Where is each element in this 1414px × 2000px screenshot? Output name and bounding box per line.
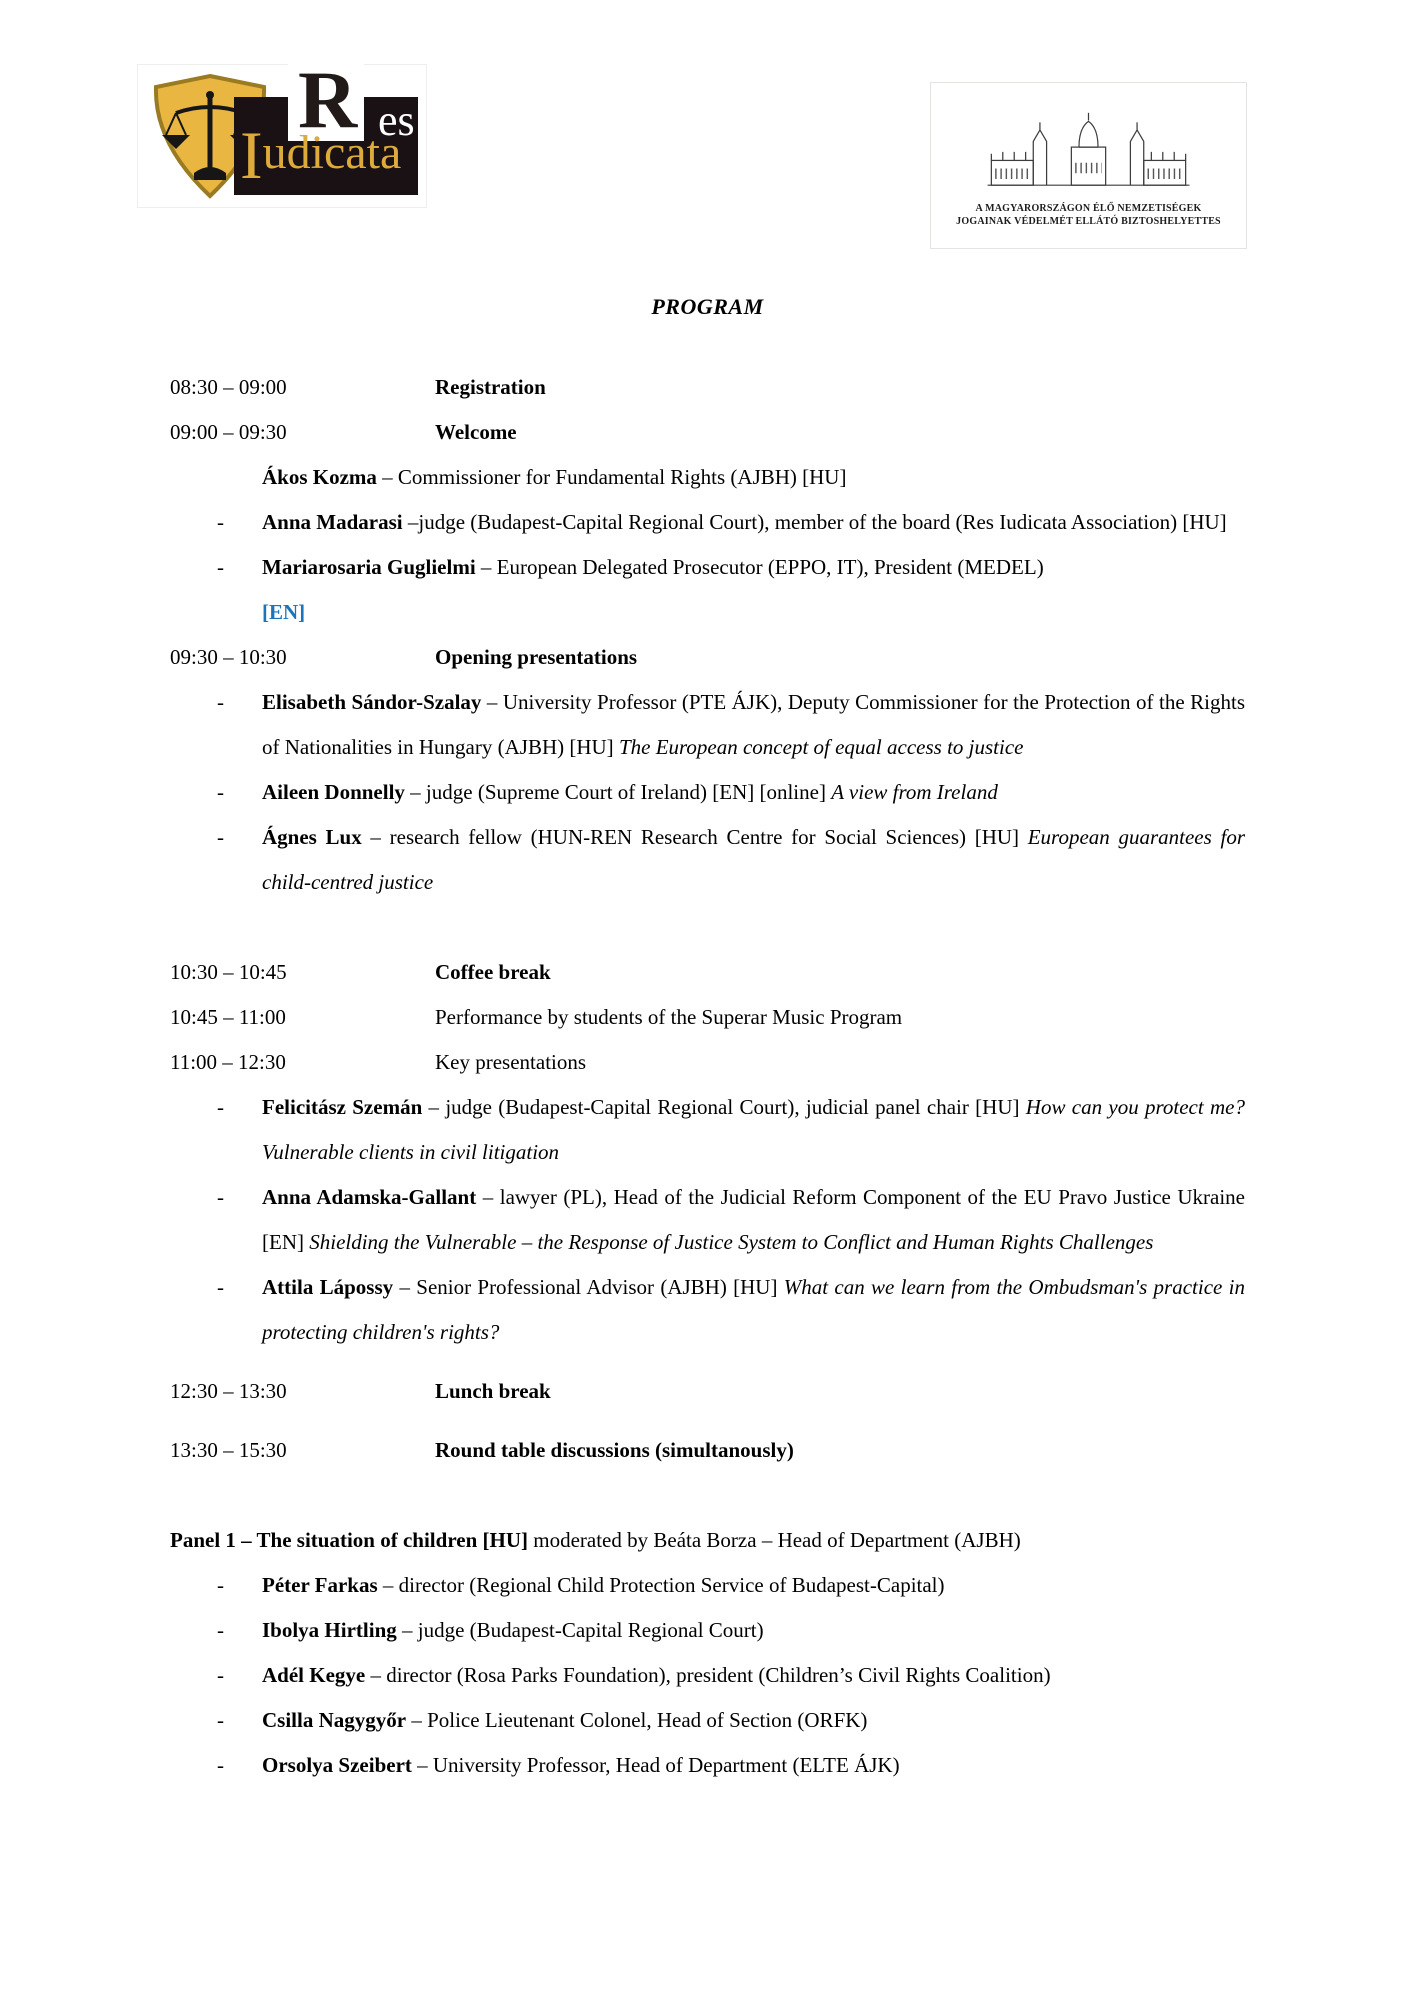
talk-title: How can you protect me? Vulnerable clients in civil litigation (262, 1095, 1245, 1164)
speaker-row (170, 1653, 1245, 1698)
talk-title: The European concept of equal access to justice (618, 735, 1024, 759)
speaker-entry (262, 1698, 1245, 1743)
speaker-name: Ágnes Lux (262, 825, 362, 849)
bullet-dash: - (217, 1275, 224, 1299)
speaker-entry (262, 545, 1245, 635)
speaker-row (170, 500, 1245, 545)
speaker-name: Anna Adamska-Gallant (262, 1185, 477, 1209)
schedule-time-row (170, 365, 1245, 410)
speaker-name: Csilla Nagygyőr (262, 1708, 407, 1732)
time-range: 09:30 – 10:30 (170, 645, 287, 669)
speaker-description: – lawyer (PL), Head of the Judicial Reform Component of the EU Pravo Justice Ukraine [EN] (262, 1185, 1245, 1254)
speaker-name: Felicitász Szemán (262, 1095, 423, 1119)
speaker-row (170, 545, 1245, 635)
bullet-dash (170, 455, 262, 500)
ombudsman-caption (931, 202, 1246, 228)
time-range: 10:30 – 10:45 (170, 960, 287, 984)
res-wordmark-initial: R (288, 59, 364, 141)
bullet-dash: - (217, 1753, 224, 1777)
bullet-dash: - (217, 1663, 224, 1687)
speaker-row (170, 1265, 1245, 1355)
speaker-entry (262, 1608, 1245, 1653)
page-title: PROGRAM (651, 294, 764, 319)
speaker-row (170, 1175, 1245, 1265)
bullet-dash: - (217, 825, 224, 849)
speaker-row (170, 1743, 1245, 1788)
speaker-name: Orsolya Szeibert (262, 1753, 412, 1777)
speaker-entry (262, 1085, 1245, 1175)
speaker-description: – Police Lieutenant Colonel, Head of Section (ORFK) (406, 1708, 868, 1732)
parliament-building-icon (981, 109, 1196, 189)
panel-heading-row (170, 1518, 1245, 1563)
bullet-dash: - (217, 1708, 224, 1732)
speaker-entry (262, 680, 1245, 770)
speaker-name: Attila Lápossy (262, 1275, 394, 1299)
panel-title: Panel 1 – The situation of children [HU] (170, 1528, 528, 1552)
speaker-entry (262, 1563, 1245, 1608)
schedule-time-row (170, 1428, 1245, 1473)
speaker-row (170, 1085, 1245, 1175)
bullet-dash: - (217, 555, 224, 579)
time-range: 11:00 – 12:30 (170, 1050, 286, 1074)
talk-title: What can we learn from the Ombudsman's practice in protecting children's rights? (262, 1275, 1245, 1344)
schedule-time-row (170, 995, 1245, 1040)
speaker-description: – European Delegated Prosecutor (EPPO, IT), President (MEDEL) (475, 555, 1044, 579)
speaker-row (170, 455, 1245, 500)
schedule-time-row (170, 950, 1245, 995)
session-label: Round table discussions (simultanously) (435, 1438, 794, 1462)
time-range: 09:00 – 09:30 (170, 420, 287, 444)
speaker-description: – director (Regional Child Protection Service of Budapest-Capital) (377, 1573, 945, 1597)
speaker-name: Ákos Kozma (262, 465, 377, 489)
talk-title: Shielding the Vulnerable – the Response of Justice System to Conflict and Human Rights Challenges (309, 1230, 1154, 1254)
session-label: Opening presentations (435, 645, 638, 669)
speaker-description: – judge (Budapest-Capital Regional Court), judicial panel chair [HU] (422, 1095, 1026, 1119)
iudicata-initial: I (240, 117, 263, 193)
speaker-row (170, 1563, 1245, 1608)
res-wordmark-rest: es (378, 96, 415, 145)
schedule (170, 365, 1245, 1788)
session-label: Coffee break (435, 960, 551, 984)
speaker-name: Mariarosaria Guglielmi (262, 555, 476, 579)
talk-title: European guarantees for child-centred justice (262, 825, 1245, 894)
speaker-row (170, 770, 1245, 815)
time-range: 08:30 – 09:00 (170, 375, 287, 399)
session-label: Registration (435, 375, 546, 399)
iudicata-wordmark (240, 117, 402, 193)
speaker-name: Péter Farkas (262, 1573, 378, 1597)
speaker-description: – Commissioner for Fundamental Rights (AJBH) [HU] (376, 465, 847, 489)
speaker-entry (262, 1743, 1245, 1788)
speaker-description: – Senior Professional Advisor (AJBH) [HU] (393, 1275, 784, 1299)
speaker-description: – University Professor, Head of Department (ELTE ÁJK) (411, 1753, 900, 1777)
schedule-time-row (170, 410, 1245, 455)
time-range: 13:30 – 15:30 (170, 1438, 287, 1462)
schedule-time-row (170, 1369, 1245, 1414)
speaker-row (170, 1608, 1245, 1653)
res-iudicata-logo (137, 54, 427, 208)
time-range: 12:30 – 13:30 (170, 1379, 287, 1403)
bullet-dash: - (217, 510, 224, 534)
bullet-dash: - (217, 1185, 224, 1209)
speaker-entry (262, 1265, 1245, 1355)
speaker-description: –judge (Budapest-Capital Regional Court), member of the board (Res Iudicata Association) [HU] (402, 510, 1227, 534)
speaker-row (170, 680, 1245, 770)
schedule-time-row (170, 1040, 1245, 1085)
bullet-dash: - (217, 1573, 224, 1597)
speaker-name: Aileen Donnelly (262, 780, 405, 804)
speaker-name: Ibolya Hirtling (262, 1618, 397, 1642)
iudicata-rest: udicata (262, 126, 402, 179)
session-label: Welcome (435, 420, 517, 444)
session-label: Performance by students of the Superar Music Program (435, 1005, 903, 1029)
speaker-row (170, 815, 1245, 905)
panel-moderator: moderated by Beáta Borza – Head of Department (AJBH) (528, 1528, 1021, 1552)
speaker-row (170, 1698, 1245, 1743)
speaker-name: Anna Madarasi (262, 510, 403, 534)
speaker-name: Adél Kegye (262, 1663, 366, 1687)
bullet-dash: - (217, 780, 224, 804)
speaker-entry (262, 455, 1245, 500)
speaker-entry (262, 1175, 1245, 1265)
time-range: 10:45 – 11:00 (170, 1005, 286, 1029)
speaker-description: – judge (Supreme Court of Ireland) [EN] [online] (404, 780, 832, 804)
speaker-entry (262, 815, 1245, 905)
speaker-description: – judge (Budapest-Capital Regional Court) (396, 1618, 764, 1642)
speaker-name: Elisabeth Sándor-Szalay (262, 690, 482, 714)
schedule-time-row (170, 635, 1245, 680)
language-tag: [EN] (262, 600, 306, 624)
bullet-dash: - (217, 1618, 224, 1642)
session-label: Lunch break (435, 1379, 551, 1403)
speaker-description: – director (Rosa Parks Foundation), president (Children’s Civil Rights Coalition) (365, 1663, 1051, 1687)
session-label: Key presentations (435, 1050, 587, 1074)
speaker-entry (262, 770, 1245, 815)
speaker-entry (262, 1653, 1245, 1698)
speaker-description: – University Professor (PTE ÁJK), Deputy Commissioner for the Protection of the Rights of Nationalities in Hungary (AJBH) [HU] (262, 690, 1245, 759)
speaker-entry (262, 500, 1245, 545)
talk-title: A view from Ireland (831, 780, 998, 804)
speaker-description: – research fellow (HUN-REN Research Centre for Social Sciences) [HU] (361, 825, 1028, 849)
bullet-dash: - (217, 690, 224, 714)
bullet-dash: - (217, 1095, 224, 1119)
ombudsman-logo (930, 82, 1247, 249)
ombudsman-caption-line2: JOGAINAK VÉDELMÉT ELLÁTÓ BIZTOSHELYETTES (956, 216, 1221, 227)
ombudsman-caption-line1: A MAGYARORSZÁGON ÉLŐ NEMZETISÉGEK (975, 203, 1202, 214)
